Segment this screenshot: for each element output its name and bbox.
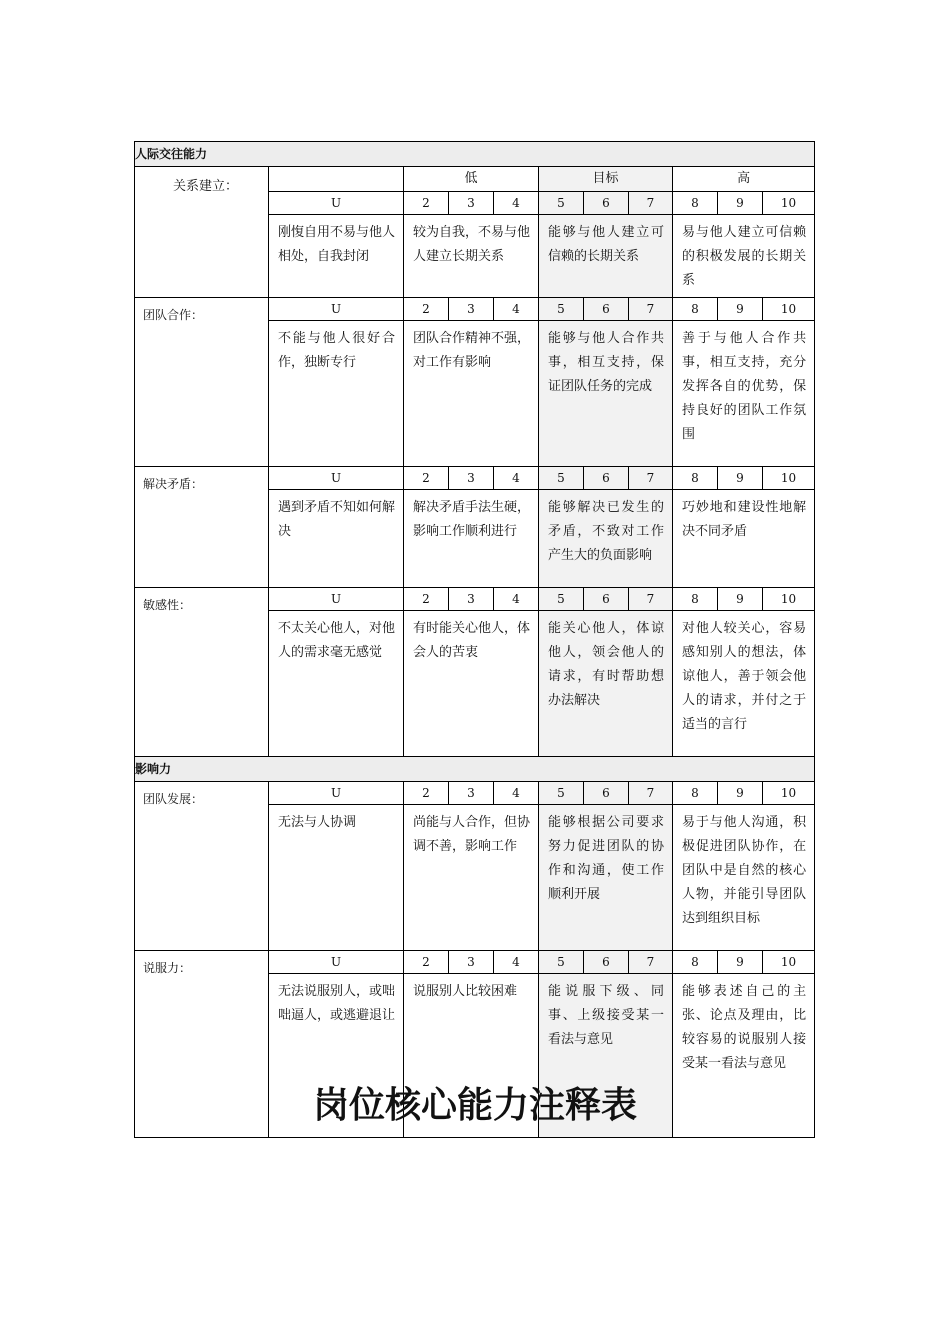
scale-value: 6 <box>584 298 629 321</box>
document-title: 岗位核心能力注释表 <box>312 1085 637 1126</box>
scale-value: 3 <box>449 588 494 611</box>
scale-value: 2 <box>404 782 449 805</box>
competency-label: 解决矛盾： <box>135 467 269 588</box>
scale-value: 8 <box>673 298 718 321</box>
scale-value: 7 <box>629 588 673 611</box>
scale-value: 6 <box>584 951 629 974</box>
scale-value: 10 <box>763 192 815 215</box>
scale-value: 6 <box>584 588 629 611</box>
competency-label: 团队发展： <box>135 782 269 951</box>
scale-value: 8 <box>673 588 718 611</box>
scale-value: 8 <box>673 782 718 805</box>
level-description: 能够根据公司要求努力促进团队的协作和沟通，使工作顺利开展 <box>539 805 673 951</box>
scale-value: 4 <box>494 782 539 805</box>
scale-value: 6 <box>584 192 629 215</box>
level-description: 能够表述自己的主张、论点及理由，比较容易的说服别人接受某一看法与意见 <box>673 974 815 1138</box>
scale-row <box>135 467 815 490</box>
header-high: 高 <box>673 167 815 192</box>
level-description: 无法说服别人，或咄咄逼人，或逃避退让 <box>269 974 404 1138</box>
scale-value: 8 <box>673 467 718 490</box>
level-description: 刚愎自用不易与他人相处，自我封闭 <box>269 215 404 298</box>
competency-label: 敏感性： <box>135 588 269 757</box>
section-title: 影响力 <box>135 757 815 782</box>
level-description: 团队合作精神不强，对工作有影响 <box>404 321 539 467</box>
scale-value: 3 <box>449 298 494 321</box>
scale-row <box>135 782 815 805</box>
scale-value: 7 <box>629 782 673 805</box>
scale-value: 5 <box>539 192 584 215</box>
scale-value: 4 <box>494 467 539 490</box>
scale-value: 3 <box>449 951 494 974</box>
scale-value: U <box>269 192 404 215</box>
scale-value: 2 <box>404 192 449 215</box>
scale-row <box>135 951 815 974</box>
scale-value: 5 <box>539 782 584 805</box>
level-description: 尚能与人合作，但协调不善，影响工作 <box>404 805 539 951</box>
scale-value: 8 <box>673 192 718 215</box>
level-description: 能关心他人，体谅他人，领会他人的请求，有时帮助想办法解决 <box>539 611 673 757</box>
level-description: 易与他人建立可信赖的积极发展的长期关系 <box>673 215 815 298</box>
level-description: 善于与他人合作共事，相互支持，充分发挥各自的优势，保持良好的团队工作氛围 <box>673 321 815 467</box>
level-description: 能够解决已发生的矛盾，不致对工作产生大的负面影响 <box>539 490 673 588</box>
level-description: 解决矛盾手法生硬，影响工作顺利进行 <box>404 490 539 588</box>
scale-value: 2 <box>404 588 449 611</box>
header-low: 低 <box>404 167 539 192</box>
scale-value: 2 <box>404 467 449 490</box>
scale-value: 3 <box>449 192 494 215</box>
scale-value: 4 <box>494 588 539 611</box>
scale-value: 10 <box>763 588 815 611</box>
scale-value: 4 <box>494 298 539 321</box>
competency-label: 说服力： <box>135 951 269 1138</box>
header-target: 目标 <box>539 167 673 192</box>
scale-value: 2 <box>404 951 449 974</box>
scale-value: 2 <box>404 298 449 321</box>
section-header <box>135 142 815 167</box>
scale-value: 7 <box>629 951 673 974</box>
scale-row <box>135 298 815 321</box>
scale-value: 7 <box>629 298 673 321</box>
scale-value: 3 <box>449 782 494 805</box>
scale-value: 7 <box>629 467 673 490</box>
level-description: 巧妙地和建设性地解决不同矛盾 <box>673 490 815 588</box>
level-description: 遇到矛盾不知如何解决 <box>269 490 404 588</box>
competency-label: 关系建立： <box>135 167 269 298</box>
section-title: 人际交往能力 <box>135 142 815 167</box>
scale-value: 6 <box>584 782 629 805</box>
scale-value: 10 <box>763 298 815 321</box>
scale-value: 8 <box>673 951 718 974</box>
scale-row <box>135 588 815 611</box>
scale-value: 4 <box>494 951 539 974</box>
level-description: 不能与他人很好合作，独断专行 <box>269 321 404 467</box>
scale-value: U <box>269 782 404 805</box>
scale-value: 10 <box>763 951 815 974</box>
level-description: 无法与人协调 <box>269 805 404 951</box>
level-description: 易于与他人沟通，积极促进团队协作，在团队中是自然的核心人物，并能引导团队达到组织目标 <box>673 805 815 951</box>
level-description: 能说服下级、同事、上级接受某一看法与意见 <box>539 974 673 1138</box>
scale-value: 4 <box>494 192 539 215</box>
scale-value: 10 <box>763 467 815 490</box>
scale-value: 9 <box>718 951 763 974</box>
scale-value: 9 <box>718 467 763 490</box>
level-description: 能够与他人建立可信赖的长期关系 <box>539 215 673 298</box>
scale-value: 10 <box>763 782 815 805</box>
scale-value: U <box>269 467 404 490</box>
level-description: 说服别人比较困难 <box>404 974 539 1138</box>
scale-value: 5 <box>539 467 584 490</box>
section-header <box>135 757 815 782</box>
level-description: 对他人较关心，容易感知别人的想法，体谅他人，善于领会他人的请求，并付之于适当的言行 <box>673 611 815 757</box>
level-description: 较为自我，不易与他人建立长期关系 <box>404 215 539 298</box>
scale-value: U <box>269 951 404 974</box>
level-description: 不太关心他人，对他人的需求毫无感觉 <box>269 611 404 757</box>
level-description: 能够与他人合作共事，相互支持，保证团队任务的完成 <box>539 321 673 467</box>
level-description: 有时能关心他人，体会人的苦衷 <box>404 611 539 757</box>
scale-value: 9 <box>718 588 763 611</box>
scale-value: 9 <box>718 298 763 321</box>
scale-value: 5 <box>539 588 584 611</box>
scale-value: 5 <box>539 298 584 321</box>
level-header-row <box>135 167 815 192</box>
scale-value: 5 <box>539 951 584 974</box>
scale-value: 9 <box>718 192 763 215</box>
scale-value: 9 <box>718 782 763 805</box>
scale-value: U <box>269 588 404 611</box>
competency-table <box>134 141 815 1138</box>
scale-value: 6 <box>584 467 629 490</box>
header-blank <box>269 167 404 192</box>
scale-value: 7 <box>629 192 673 215</box>
scale-value: 3 <box>449 467 494 490</box>
scale-value: U <box>269 298 404 321</box>
competency-label: 团队合作： <box>135 298 269 467</box>
